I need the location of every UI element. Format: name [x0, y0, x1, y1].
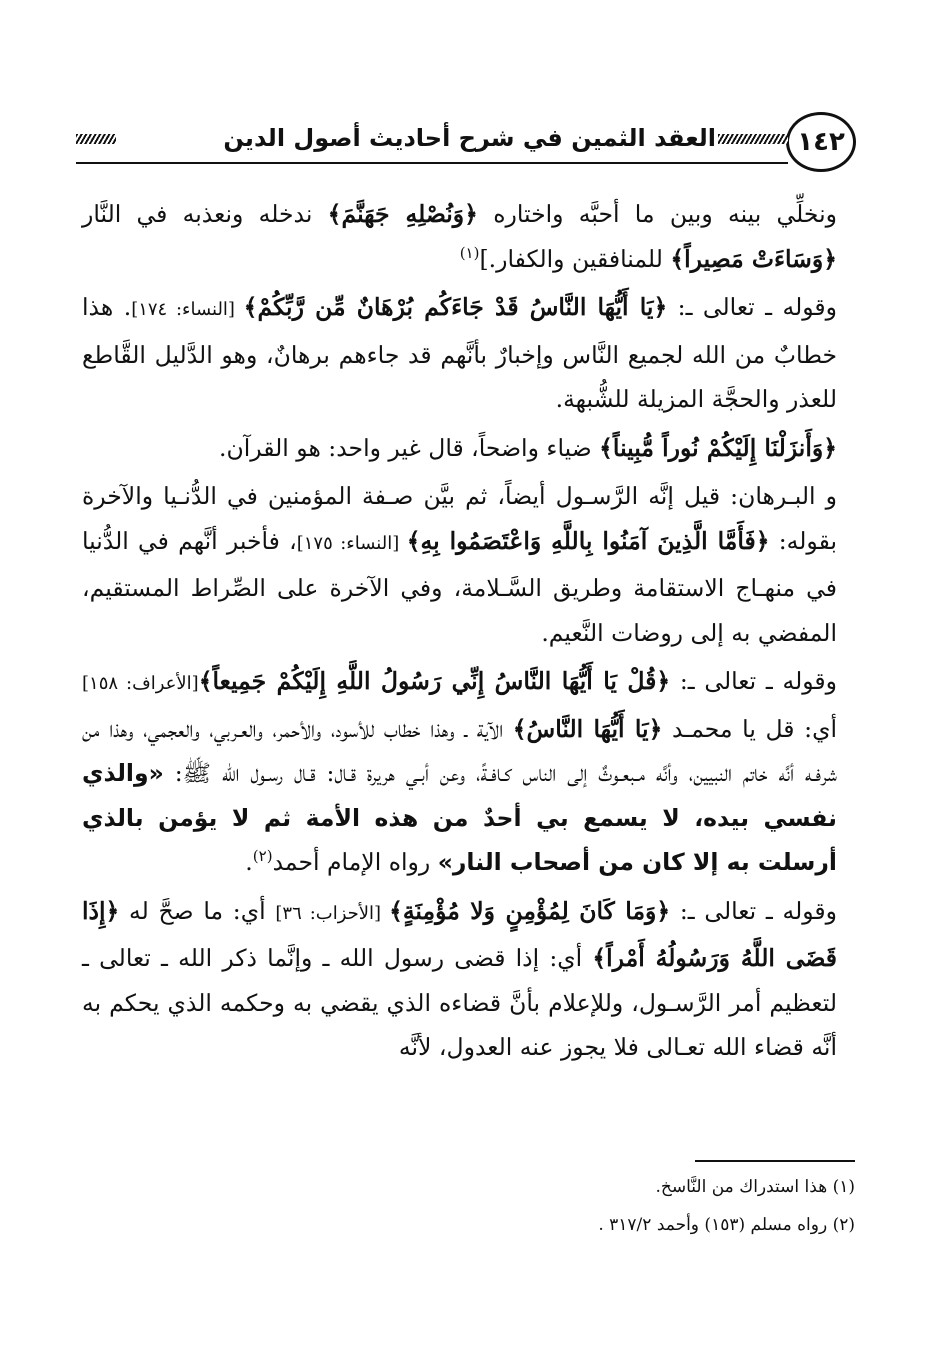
- paragraph-1: [82, 192, 837, 281]
- text-run: وقوله ـ تعالى ـ:: [667, 293, 837, 321]
- text-run: وقوله ـ تعالى ـ:: [670, 667, 837, 695]
- quran-verse: ﴿يَا أَيُّهَا النَّاسُ قَدْ جَاءَكُم بُرْهَانٌ مِّن رَّبِّكُمْ﴾: [243, 293, 668, 321]
- text-run: أي: ما صحَّ له: [119, 896, 276, 925]
- text-run: أي: إذا قضى رسول الله ـ وإنَّما ذكر الله ـ تعالى ـ لتعظيم أمر الرَّسـول، وللإعلام بأنَّ قضاءه الذي يقضي به وحكمه الذي يحكم به أنَّه قضاء الله تعـالى فلا يجوز عنه العدول، لأنَّه: [82, 944, 837, 1061]
- text-run: أي: قل يا محمـد: [662, 714, 838, 743]
- page-header: [76, 112, 856, 170]
- quran-verse: ﴿وَأَنزَلْنَا إِلَيْكُمْ نُوراً مُّبِيناً﴾: [599, 433, 837, 462]
- footnote-2: (٢) رواه مسلم (١٥٣) وأحمد ٣١٧/٢ .: [598, 1215, 855, 1235]
- footnotes: [100, 1168, 855, 1244]
- main-text: [82, 192, 837, 1074]
- header-ornament-left: [76, 134, 116, 144]
- verse-reference: [الأعراف: ١٥٨]: [82, 673, 199, 694]
- verse-reference: [النساء: ١٧٥]: [296, 532, 407, 554]
- book-title: العقد الثمين في شرح أحاديث أصول الدين: [223, 124, 716, 152]
- hadith-text: «والذي نفسي بيده، لا يسمع بي أحدٌ من هذه الأمة ثم لا يؤمن بالذي أرسلت به إلا كان من أصحاب النار»: [82, 759, 837, 876]
- footnote-1: (١) هذا استدراك من النَّاسخ.: [655, 1177, 855, 1197]
- verse-reference: [النساء: ١٧٤]: [131, 299, 244, 320]
- paragraph-5: [82, 659, 837, 885]
- text-run: رواه الإمام أحمد: [272, 848, 438, 876]
- header-rule: [76, 162, 788, 164]
- quran-verse: ﴿فَأَمَّا الَّذِينَ آمَنُوا بِاللَّهِ وَاعْتَصَمُوا بِهِ﴾: [406, 526, 770, 555]
- paragraph-6: [82, 889, 837, 1070]
- text-run: . هذا خطابٌ من الله لجميع النَّاس وإخبارٌ بأنَّهم قد جاءهم برهانٌ، وهو الدَّليل القَّاطع للعذر والحجَّة المزيلة للشُّبهة.: [82, 293, 837, 413]
- page-number: ١٤٢: [786, 112, 856, 172]
- quran-verse: ﴿إِذَا قَضَى اللَّهُ وَرَسُولُهُ أَمْراً﴾: [82, 896, 837, 972]
- paragraph-2: [82, 285, 837, 422]
- paragraph-4: [82, 474, 837, 655]
- text-run: ونخلِّي بينه وبين ما أحبَّه واختاره: [477, 200, 837, 228]
- footnote-separator: [695, 1160, 855, 1162]
- text-run: للمنافقين والكفار.]: [479, 244, 671, 273]
- footnote-marker: (٢): [252, 847, 273, 866]
- text-run: و البـرهان: قيل إنَّه الرَّسـول أيضاً، ثم بيَّن صـفة المؤمنين في الدُّنـيا والآخرة بقوله:: [82, 482, 837, 555]
- text-run: .: [245, 848, 253, 876]
- header-ornament-right: [718, 134, 788, 144]
- text-run: ، فأخبر أنَّهم في الدُّنيا في منهـاج الاستقامة وطريق السَّـلامة، وفي الآخرة على الصِّراط المستقيم، المفضي به إلى روضات النَّعيم.: [82, 526, 837, 647]
- quran-verse: ﴿وَسَاءَتْ مَصِيراً﴾: [670, 244, 837, 273]
- quran-verse: ﴿وَنُصْلِهِ جَهَنَّمَ﴾: [327, 200, 478, 228]
- quran-verse: ﴿وَمَا كَانَ لِمُؤْمِنٍ وَلا مُؤْمِنَةٍ﴾: [389, 896, 671, 925]
- text-run: وقوله ـ تعالى ـ:: [670, 896, 837, 925]
- text-run: ضياء واضحاً، قال غير واحد: هو القرآن.: [219, 433, 600, 462]
- quran-verse: ﴿يَا أَيُّهَا النَّاسُ﴾: [512, 714, 663, 743]
- footnote-marker: (١): [459, 243, 480, 262]
- text-run: ندخله ونعذبه في النَّار: [82, 200, 328, 228]
- text-run: الآية ـ وهذا خطاب للأسود، والأحمر، والعـربي، والعجمي، وهذا من شرفـه أنَّه خاتم النبيين، وأنَّه مـبعـوثٌ إلى الناس كـافـةً، وعن أبـي هريرة قـال: قـال رسـول الله ﷺ:: [82, 714, 837, 787]
- quran-verse: ﴿قُلْ يَا أَيُّهَا النَّاسُ إِنِّي رَسُولُ اللَّهِ إِلَيْكُمْ جَمِيعاً﴾: [198, 667, 671, 695]
- paragraph-3: [82, 426, 837, 471]
- verse-reference: [الأحزاب: ٣٦]: [275, 902, 390, 924]
